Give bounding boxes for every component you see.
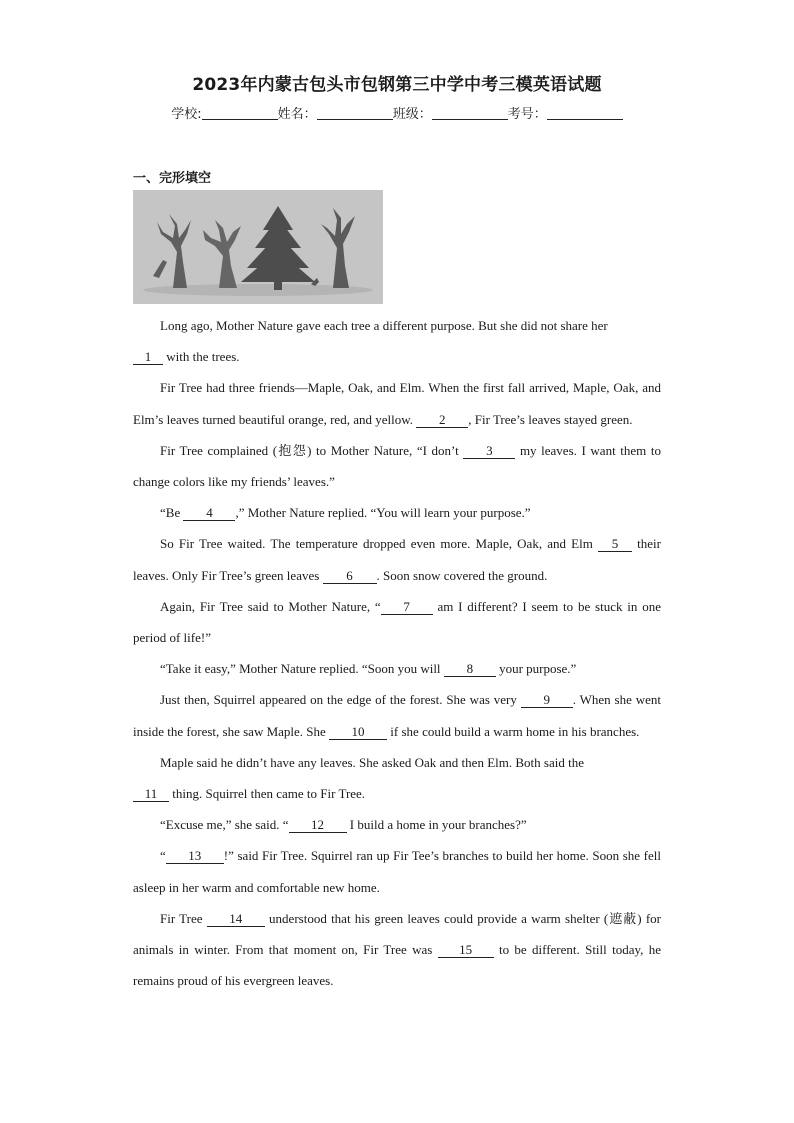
passage-text: “Be	[160, 505, 184, 521]
passage-text: “Take it easy,” Mother Nature replied. “Soon you will	[160, 661, 444, 677]
passage-paragraph	[133, 310, 661, 341]
passage-text: , Fir Tree’s leaves stayed green.	[468, 411, 633, 427]
answer-blank-3[interactable]: 3	[463, 444, 515, 459]
answer-blank-8[interactable]: 8	[444, 662, 496, 677]
class-label: 班级：	[392, 107, 432, 122]
passage-text: Fir Tree had three friends—Maple, Oak, and Elm. When the first fall arrived, Maple, Oak, and Elm’s leaves turned beautiful orange, red, and yellow.	[133, 380, 661, 427]
passage-text: their leaves. Only Fir Tree’s green leaves	[133, 536, 662, 583]
passage-paragraph	[133, 372, 661, 434]
passage-text: Just then, Squirrel appeared on the edge of the forest. She was very	[160, 692, 521, 708]
answer-blank-9[interactable]: 9	[521, 693, 573, 708]
student-info-line	[0, 103, 794, 122]
passage-text: ,” Mother Nature replied. “You will learn your purpose.”	[235, 505, 531, 521]
answer-blank-1[interactable]: 1	[133, 350, 163, 365]
passage-paragraph	[133, 435, 661, 497]
answer-blank-7[interactable]: 7	[381, 600, 433, 615]
section-title: 一、完形填空	[133, 171, 212, 186]
exam-number-blank[interactable]	[547, 106, 623, 120]
passage-paragraph	[133, 903, 661, 997]
passage-text: Fir Tree complained (抱怨) to Mother Nature, “I don’t	[160, 442, 464, 458]
passage-text: !” said Fir Tree. Squirrel ran up Fir Tee’s branches to build her home. Soon she fell asleep in her warm and comfortable new home.	[133, 848, 661, 895]
trees-illustration	[133, 190, 383, 304]
passage-text: . When she went inside the forest, she saw Maple. She	[133, 692, 662, 739]
passage-paragraph	[133, 497, 661, 528]
passage-text: with the trees.	[163, 349, 240, 365]
passage-text: So Fir Tree waited. The temperature dropped even more. Maple, Oak, and Elm	[160, 536, 599, 552]
passage-text: . Soon snow covered the ground.	[376, 567, 548, 583]
page-title: 2023年内蒙古包头市包钢第三中学中考三模英语试题	[192, 75, 602, 95]
passage-paragraph	[133, 778, 661, 809]
exam-number-label: 考号：	[507, 107, 547, 122]
passage-text: Again, Fir Tree said to Mother Nature, “	[160, 598, 381, 614]
passage-text: Long ago, Mother Nature gave each tree a different purpose. But she did not share her	[160, 318, 608, 333]
passage-paragraph	[133, 528, 661, 590]
answer-blank-2[interactable]: 2	[416, 413, 468, 428]
name-label: 姓名：	[277, 107, 317, 122]
answer-blank-14[interactable]: 14	[207, 912, 265, 927]
passage-text: my leaves. I want them to change colors like my friends’ leaves.”	[133, 442, 661, 490]
passage-text: Fir Tree	[160, 910, 207, 926]
answer-blank-6[interactable]: 6	[323, 569, 377, 584]
school-label: 学校:	[171, 107, 202, 122]
passage-text: thing. Squirrel then came to Fir Tree.	[169, 786, 366, 802]
passage-text: if she could build a warm home in his branches.	[387, 723, 640, 739]
passage-text: “Excuse me,” she said. “	[160, 817, 289, 833]
passage-text: Maple said he didn’t have any leaves. She asked Oak and then Elm. Both said the	[160, 754, 584, 770]
school-blank[interactable]	[202, 106, 278, 120]
passage-text: your purpose.”	[495, 661, 577, 677]
name-blank[interactable]	[317, 106, 393, 120]
passage-paragraph	[133, 653, 661, 684]
answer-blank-11[interactable]: 11	[133, 787, 169, 802]
passage-paragraph	[133, 591, 661, 653]
passage-paragraph	[133, 840, 661, 902]
passage-paragraph	[133, 341, 661, 372]
passage-text: “	[160, 848, 166, 864]
passage-paragraph	[133, 747, 661, 778]
passage-text: I build a home in your branches?”	[346, 817, 527, 833]
answer-blank-10[interactable]: 10	[329, 725, 387, 740]
answer-blank-13[interactable]: 13	[166, 849, 224, 864]
answer-blank-15[interactable]: 15	[438, 943, 494, 958]
passage-paragraph	[133, 809, 661, 840]
passage-text: am I different? I seem to be stuck in one period of life!”	[133, 598, 661, 646]
answer-blank-12[interactable]: 12	[289, 818, 347, 833]
passage-text: to be different. Still today, he remains proud of his evergreen leaves.	[133, 942, 661, 989]
answer-blank-5[interactable]: 5	[598, 537, 632, 552]
passage-text: understood that his green leaves could provide a warm shelter (遮蔽) for animals in winter. From that moment on, Fir Tree was	[133, 910, 661, 958]
passage-paragraph	[133, 684, 661, 746]
answer-blank-4[interactable]: 4	[183, 506, 235, 521]
class-blank[interactable]	[432, 106, 508, 120]
cloze-passage	[133, 310, 661, 996]
